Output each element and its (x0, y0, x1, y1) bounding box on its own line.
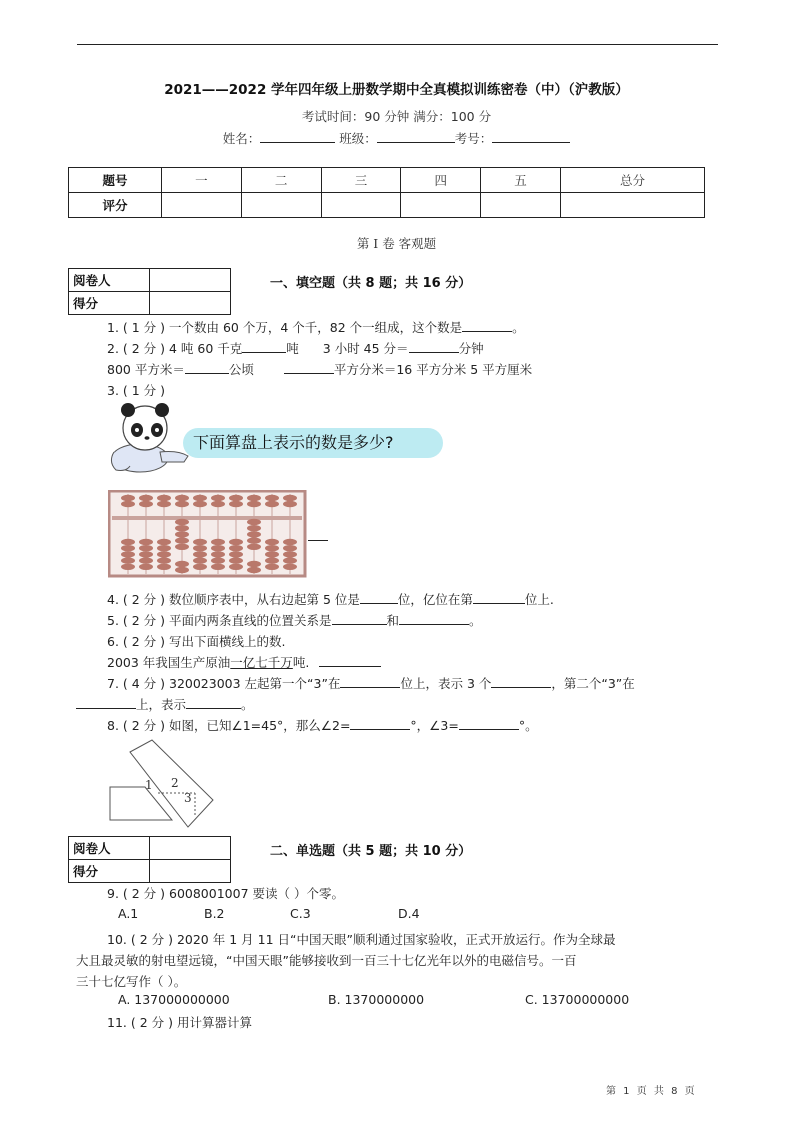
svg-text:3: 3 (184, 791, 192, 805)
score-label: 得分 (69, 292, 150, 315)
class-field[interactable] (377, 130, 455, 143)
question-10-line-3: 三十七亿写作（ ）。 (76, 974, 187, 989)
angle-figure (100, 735, 230, 830)
answer-blank[interactable] (242, 340, 286, 353)
score-col-1: 一 (162, 168, 242, 193)
svg-text:1: 1 (145, 778, 153, 792)
answer-blank[interactable] (409, 340, 459, 353)
score-field[interactable] (150, 860, 231, 883)
question-10-option-b[interactable]: B. 1370000000 (328, 992, 425, 1007)
score-cell[interactable] (241, 193, 321, 218)
id-label: 考号： (454, 131, 493, 146)
question-1: 1. ( 1 分 ) 一个数由 60 个万，4 个千，82 个一组成，这个数是 。 (107, 320, 525, 335)
question-9-option-d[interactable]: D.4 (398, 906, 420, 921)
reviewer-field[interactable] (150, 269, 231, 292)
name-label: 姓名： (222, 131, 261, 146)
exam-info: 考试时间：90 分钟 满分：100 分 (301, 109, 492, 124)
score-col-4: 四 (401, 168, 481, 193)
underlined-number-text: 一亿七千万 (230, 655, 293, 670)
score-table-row-label: 评分 (69, 193, 162, 218)
abacus-illustration (108, 490, 308, 578)
score-col-2: 二 (241, 168, 321, 193)
question-10-line-1: 10. ( 2 分 ) 2020 年 1 月 11 日“中国天眼”顺利通过国家验收，正式开放运行。作为全球最 (107, 932, 616, 947)
class-label: 班级： (339, 131, 377, 146)
score-field[interactable] (150, 292, 231, 315)
score-table (68, 167, 705, 218)
score-cell[interactable] (560, 193, 704, 218)
student-info-line (0, 129, 793, 147)
header-rule (77, 44, 718, 45)
question-5: 5. ( 2 分 ) 平面内两条直线的位置关系是 和 。 (107, 613, 482, 628)
grader-box-2 (68, 836, 231, 883)
question-6: 6. ( 2 分 ) 写出下面横线上的数. (107, 634, 286, 649)
question-2b: 800 平方米＝ 公顷 平方分米＝16 平方分米 5 平方厘米 (107, 362, 533, 377)
answer-blank[interactable] (185, 361, 229, 374)
question-11: 11. ( 2 分 ) 用计算器计算 (107, 1015, 252, 1030)
section-1-title: 一、填空题（共 8 题；共 16 分） (270, 276, 472, 291)
svg-text:2: 2 (171, 776, 179, 790)
reviewer-field[interactable] (150, 837, 231, 860)
question-9-option-c[interactable]: C.3 (290, 906, 311, 921)
score-col-total: 总分 (560, 168, 704, 193)
answer-blank[interactable] (340, 675, 400, 688)
question-6b: 2003 年我国生产原油一亿七千万吨. (107, 653, 381, 671)
grader-box-1 (68, 268, 231, 315)
answer-blank[interactable] (399, 612, 469, 625)
answer-blank[interactable] (284, 361, 334, 374)
question-7: 7. ( 4 分 ) 320023003 左起第一个“3”在 位上，表示 3 个 ，第二个“3”在 (107, 676, 635, 691)
question-8: 8. ( 2 分 ) 如图，已知∠1=45°，那么∠2= °，∠3= °。 (107, 718, 538, 733)
answer-blank[interactable] (76, 696, 136, 709)
section-2-title: 二、单选题（共 5 题；共 10 分） (270, 844, 472, 859)
score-table-header-label: 题号 (69, 168, 162, 193)
speech-bubble: 下面算盘上表示的数是多少? (183, 428, 443, 458)
abacus-answer-blank[interactable] (308, 540, 328, 541)
answer-blank[interactable] (459, 717, 519, 730)
panda-illustration (100, 400, 195, 475)
question-10-option-a[interactable]: A. 137000000000 (118, 992, 230, 1007)
reviewer-label: 阅卷人 (69, 269, 150, 292)
answer-blank[interactable] (332, 612, 387, 625)
question-10-option-c[interactable]: C. 13700000000 (525, 992, 630, 1007)
part-title: 第 I 卷 客观题 (356, 236, 437, 251)
answer-blank[interactable] (491, 675, 551, 688)
question-9-option-a[interactable]: A.1 (118, 906, 139, 921)
score-cell[interactable] (321, 193, 401, 218)
question-9: 9. ( 2 分 ) 6008001007 要读（ ）个零。 (107, 886, 344, 901)
question-4: 4. ( 2 分 ) 数位顺序表中，从右边起第 5 位是 位，亿位在第 位上. (107, 592, 554, 607)
score-col-5: 五 (481, 168, 561, 193)
id-field[interactable] (492, 130, 570, 143)
question-2: 2. ( 2 分 ) 4 吨 60 千克 吨 3 小时 45 分＝ 分钟 (107, 341, 484, 356)
question-3: 3. ( 1 分 ) (107, 383, 166, 398)
answer-blank[interactable] (350, 717, 410, 730)
question-10-line-2: 大且最灵敏的射电望远镜，“中国天眼”能够接收到一百三十七亿光年以外的电磁信号。一百 (76, 953, 577, 968)
question-9-option-b[interactable]: B.2 (204, 906, 225, 921)
score-cell[interactable] (481, 193, 561, 218)
answer-blank[interactable] (462, 319, 512, 332)
exam-title: 2021——2022 学年四年级上册数学期中全真模拟训练密卷（中）（沪教版） (164, 82, 629, 98)
score-cell[interactable] (162, 193, 242, 218)
reviewer-label: 阅卷人 (69, 837, 150, 860)
answer-blank[interactable] (186, 696, 241, 709)
name-field[interactable] (260, 130, 335, 143)
score-cell[interactable] (401, 193, 481, 218)
page-number: 第 1 页 共 8 页 (606, 1086, 697, 1097)
question-7b: 上，表示 。 (76, 695, 254, 713)
score-label: 得分 (69, 860, 150, 883)
answer-blank[interactable] (319, 654, 381, 667)
answer-blank[interactable] (473, 591, 525, 604)
score-col-3: 三 (321, 168, 401, 193)
answer-blank[interactable] (360, 591, 398, 604)
